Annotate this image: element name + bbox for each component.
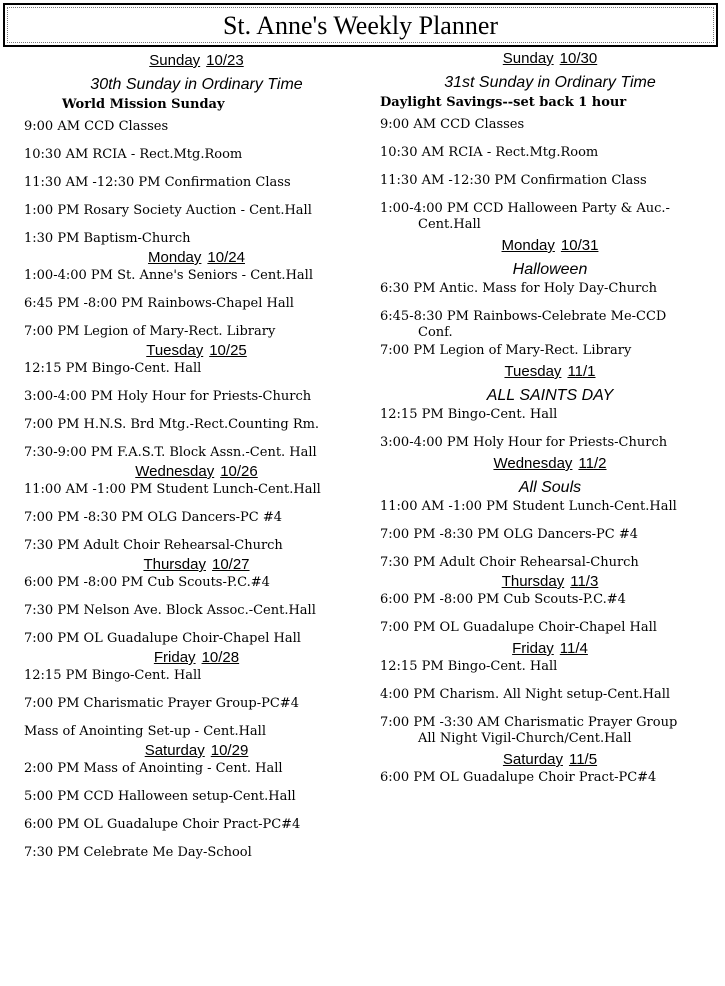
- day-heading-saturday: [380, 751, 720, 770]
- event-item: 7:00 PM OL Guadalupe Choir-Chapel Hall: [380, 620, 657, 635]
- day-name: Monday: [148, 249, 202, 266]
- special-observance: Daylight Savings--set back 1 hour: [380, 95, 627, 110]
- day-heading-sunday: [24, 52, 369, 71]
- event-item: 11:00 AM -1:00 PM Student Lunch-Cent.Hall: [24, 482, 321, 497]
- event-item: 2:00 PM Mass of Anointing - Cent. Hall: [24, 761, 283, 776]
- day-heading-saturday: [24, 742, 369, 761]
- event-text-continued: Conf.: [418, 325, 453, 340]
- event-item: 12:15 PM Bingo-Cent. Hall: [380, 659, 558, 674]
- day-heading-friday: [380, 640, 720, 659]
- day-date: 10/24: [207, 249, 245, 266]
- event-item-wrapped: [380, 309, 720, 341]
- event-item: 6:00 PM -8:00 PM Cub Scouts-P.C.#4: [24, 575, 270, 590]
- event-item: 9:00 AM CCD Classes: [380, 117, 525, 132]
- event-item: 7:00 PM Charismatic Prayer Group-PC#4: [24, 696, 299, 711]
- special-observance: World Mission Sunday: [62, 97, 225, 112]
- event-text: 1:00-4:00 PM CCD Halloween Party & Auc.-: [380, 201, 670, 216]
- day-heading-monday: [24, 249, 369, 268]
- event-item: Mass of Anointing Set-up - Cent.Hall: [24, 724, 266, 739]
- event-item: 3:00-4:00 PM Holy Hour for Priests-Church: [24, 389, 312, 404]
- day-name: Saturday: [144, 742, 205, 759]
- day-note: ALL SAINTS DAY: [486, 387, 614, 404]
- day-name: Sunday: [502, 50, 554, 67]
- event-item: 10:30 AM RCIA - Rect.Mtg.Room: [24, 147, 243, 162]
- event-item: 7:00 PM OL Guadalupe Choir-Chapel Hall: [24, 631, 301, 646]
- event-item-wrapped: [380, 715, 720, 747]
- event-text: 6:45-8:30 PM Rainbows-Celebrate Me-CCD: [380, 309, 667, 324]
- day-name: Thursday: [143, 556, 206, 573]
- event-item: 12:15 PM Bingo-Cent. Hall: [24, 668, 202, 683]
- day-heading-wednesday: [380, 455, 720, 474]
- event-item: 7:00 PM Legion of Mary-Rect. Library: [380, 343, 632, 358]
- event-item: 7:00 PM Legion of Mary-Rect. Library: [24, 324, 276, 339]
- event-item: 6:00 PM OL Guadalupe Choir Pract-PC#4: [380, 770, 657, 785]
- event-item: 7:30 PM Nelson Ave. Block Assoc.-Cent.Hall: [24, 603, 316, 618]
- event-text-continued: Cent.Hall: [418, 217, 481, 232]
- day-heading-thursday: [24, 556, 369, 575]
- day-heading-tuesday: [24, 342, 369, 361]
- week-column-right: [380, 50, 720, 798]
- day-date: 11/5: [568, 751, 598, 768]
- day-date: 11/3: [570, 573, 599, 590]
- event-item: 11:30 AM -12:30 PM Confirmation Class: [380, 173, 647, 188]
- day-date: 10/28: [201, 649, 240, 666]
- event-text-continued: All Night Vigil-Church/Cent.Hall: [418, 731, 632, 746]
- day-date: 10/31: [560, 237, 599, 254]
- day-name: Friday: [153, 649, 196, 666]
- event-item: 9:00 AM CCD Classes: [24, 119, 169, 134]
- day-note: Halloween: [512, 261, 588, 278]
- day-name: Friday: [512, 640, 554, 657]
- event-item: 7:00 PM -8:30 PM OLG Dancers-PC #4: [380, 527, 639, 542]
- day-date: 11/1: [567, 363, 596, 380]
- event-item: 11:00 AM -1:00 PM Student Lunch-Cent.Hall: [380, 499, 677, 514]
- event-item: 7:00 PM H.N.S. Brd Mtg.-Rect.Counting Rm.: [24, 417, 320, 432]
- day-date: 11/4: [559, 640, 588, 657]
- week-column-left: [24, 50, 369, 873]
- day-name: Tuesday: [504, 363, 562, 380]
- day-name: Monday: [501, 237, 555, 254]
- day-date: 10/29: [210, 742, 249, 759]
- day-date: 11/2: [578, 455, 607, 472]
- event-item: 7:30 PM Adult Choir Rehearsal-Church: [24, 538, 283, 553]
- day-date: 10/26: [220, 463, 258, 480]
- event-item: 5:00 PM CCD Halloween setup-Cent.Hall: [24, 789, 296, 804]
- event-item: 7:30 PM Adult Choir Rehearsal-Church: [380, 555, 639, 570]
- day-date: 10/23: [206, 52, 244, 69]
- event-item: 12:15 PM Bingo-Cent. Hall: [380, 407, 558, 422]
- day-name: Wednesday: [135, 463, 215, 480]
- event-item: 3:00-4:00 PM Holy Hour for Priests-Church: [380, 435, 668, 450]
- day-heading-wednesday: [24, 463, 369, 482]
- day-name: Saturday: [502, 751, 563, 768]
- event-item: 7:30-9:00 PM F.A.S.T. Block Assn.-Cent. Hall: [24, 445, 317, 460]
- day-heading-sunday: [380, 50, 720, 69]
- title-box: [3, 3, 718, 47]
- day-name: Tuesday: [146, 342, 204, 359]
- event-text: 7:00 PM -3:30 AM Charismatic Prayer Group: [380, 715, 678, 730]
- day-note: 31st Sunday in Ordinary Time: [444, 74, 656, 91]
- event-item: 6:30 PM Antic. Mass for Holy Day-Church: [380, 281, 657, 296]
- event-item: 6:00 PM -8:00 PM Cub Scouts-P.C.#4: [380, 592, 626, 607]
- event-item: 11:30 AM -12:30 PM Confirmation Class: [24, 175, 291, 190]
- day-heading-monday: [380, 237, 720, 256]
- event-item: 1:30 PM Baptism-Church: [24, 231, 191, 246]
- day-name: Thursday: [501, 573, 565, 590]
- event-item: 7:30 PM Celebrate Me Day-School: [24, 845, 252, 860]
- day-name: Sunday: [149, 52, 201, 69]
- day-heading-friday: [24, 649, 369, 668]
- event-item: 12:15 PM Bingo-Cent. Hall: [24, 361, 202, 376]
- page-title: St. Anne's Weekly Planner: [222, 11, 499, 40]
- event-item: 6:00 PM OL Guadalupe Choir Pract-PC#4: [24, 817, 301, 832]
- event-item: 7:00 PM -8:30 PM OLG Dancers-PC #4: [24, 510, 283, 525]
- day-heading-tuesday: [380, 363, 720, 382]
- event-item: 4:00 PM Charism. All Night setup-Cent.Hall: [380, 687, 671, 702]
- day-note: All Souls: [518, 479, 582, 496]
- event-item: 10:30 AM RCIA - Rect.Mtg.Room: [380, 145, 599, 160]
- day-date: 10/27: [211, 556, 250, 573]
- day-date: 10/25: [209, 342, 247, 359]
- day-heading-thursday: [380, 573, 720, 592]
- event-item: 6:45 PM -8:00 PM Rainbows-Chapel Hall: [24, 296, 294, 311]
- event-item-wrapped: [380, 201, 720, 233]
- day-name: Wednesday: [493, 455, 573, 472]
- event-item: 1:00 PM Rosary Society Auction - Cent.Hall: [24, 203, 312, 218]
- event-item: 1:00-4:00 PM St. Anne's Seniors - Cent.Hall: [24, 268, 313, 283]
- day-note: 30th Sunday in Ordinary Time: [90, 76, 303, 93]
- day-date: 10/30: [559, 50, 598, 67]
